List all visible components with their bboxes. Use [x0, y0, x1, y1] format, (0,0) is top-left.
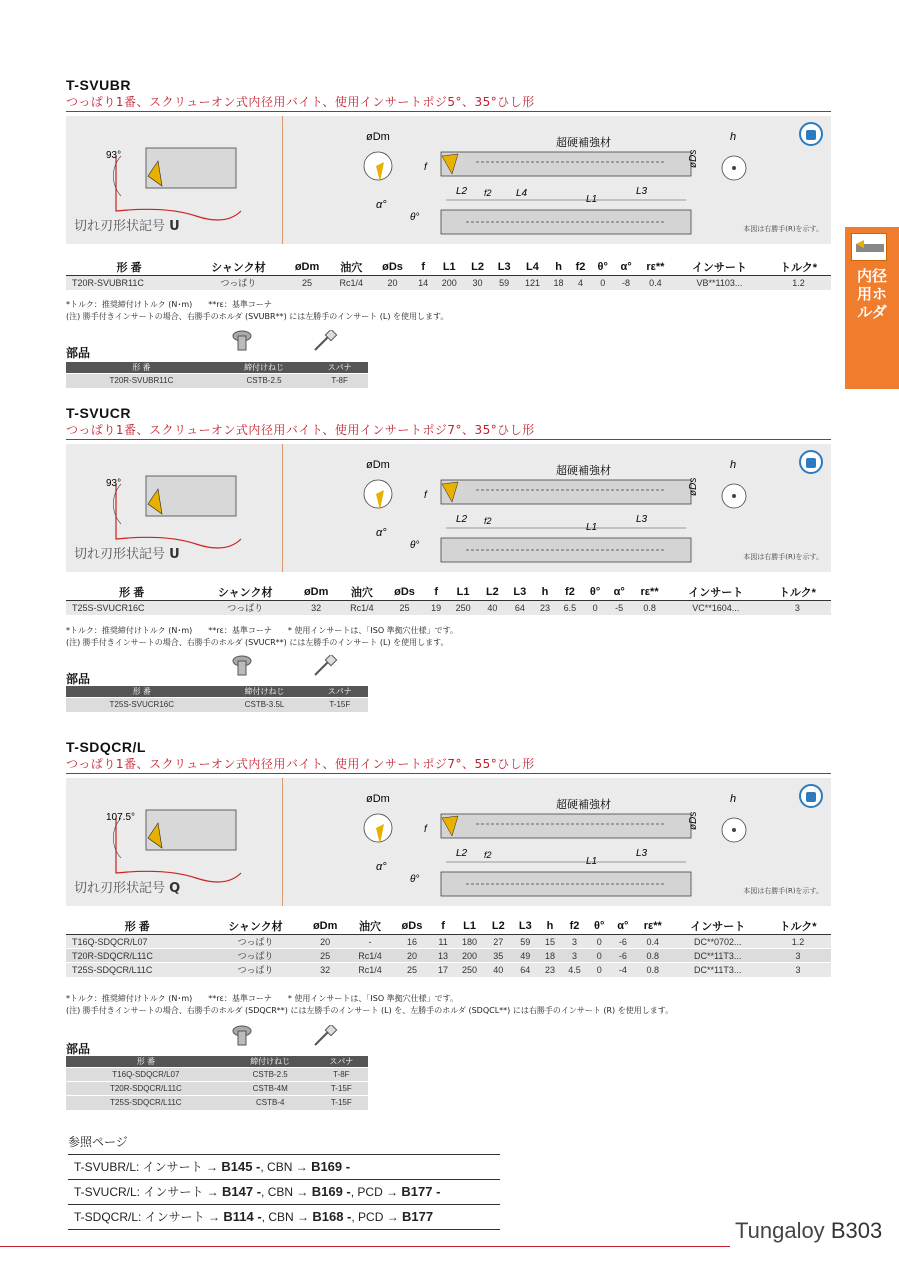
spec-header: 油穴	[359, 921, 382, 933]
spec-header: シャンク材	[217, 587, 273, 599]
table-cell: -6	[611, 949, 635, 963]
ref-page: B177 -	[401, 1184, 441, 1199]
theta-label: θ°	[410, 540, 420, 551]
ref-prefix: T-SDQCR/L: インサート →	[74, 1210, 224, 1224]
l2-label: L2	[456, 186, 468, 197]
ref-tail: , PCD →	[350, 1185, 402, 1199]
parts-table	[66, 686, 368, 712]
spec-header: インサート	[690, 921, 746, 933]
parts-table	[66, 362, 368, 388]
table-cell: 3	[561, 949, 587, 963]
end-view-center	[732, 166, 736, 170]
tool-drawing	[66, 778, 831, 906]
side-tab-label: 内径用ホルダ	[857, 267, 888, 321]
table-cell: 49	[512, 949, 539, 963]
table-cell: 18	[548, 276, 570, 290]
table-cell: 23	[539, 963, 561, 977]
ds-label: øDs	[688, 149, 699, 168]
parts-header: スパナ	[315, 1056, 368, 1068]
table-cell: つっぱり	[197, 601, 293, 615]
h-label: h	[730, 131, 737, 143]
footnote-line: *トルク：推奨締付けトルク (N･m) **rε：基準コーナ	[66, 300, 272, 309]
l3-label: L3	[636, 186, 648, 197]
table-cell: 59	[491, 276, 518, 290]
approach-angle: 93°	[106, 478, 122, 489]
parts-title: 部品	[66, 1042, 91, 1056]
spec-header: øDm	[303, 586, 329, 598]
parts-header: スパナ	[311, 362, 368, 374]
parts-cell: T-15F	[315, 1096, 368, 1110]
table-cell: Rc1/4	[348, 949, 392, 963]
table-cell: 121	[517, 276, 547, 290]
spec-header: f	[441, 920, 445, 932]
spec-header: L1	[442, 261, 456, 273]
ref-page: B169 -	[311, 1159, 351, 1174]
table-row[interactable]	[66, 949, 831, 963]
section-subtitle: つっぱり1番、スクリューオン式内径用バイト、使用インサートポジ5°、35°ひし形	[66, 93, 831, 112]
section-title: T-SDQCR/L	[66, 739, 146, 755]
table-row[interactable]	[66, 935, 831, 949]
alpha-label: α°	[376, 861, 387, 873]
parts-cell: CSTB-2.5	[226, 1068, 315, 1082]
spec-header: トルク*	[779, 262, 818, 274]
spec-table	[66, 259, 831, 290]
ref-mid: , CBN →	[261, 1210, 313, 1224]
wrench-icon	[312, 655, 338, 677]
f2-label: f2	[484, 188, 492, 198]
table-cell: VC**1604...	[668, 601, 764, 615]
l1-label: L1	[586, 856, 598, 867]
table-cell: T20R-SDQCR/L11C	[66, 949, 208, 963]
tool-drawing	[66, 116, 831, 244]
l1-label: L1	[586, 522, 598, 533]
parts-cell: CSTB-2.5	[217, 374, 311, 388]
l3-label: L3	[636, 848, 648, 859]
parts-header: 締付けねじ	[218, 686, 312, 698]
table-cell: つっぱり	[192, 276, 284, 290]
footnote-line: (注) 勝手付きインサートの場合、右勝手のホルダ (SVUCR**) には左勝手のインサート (L) を使用します。	[66, 638, 449, 647]
l3-label: L3	[636, 514, 648, 525]
reference-link[interactable]	[68, 1205, 500, 1230]
table-cell: DC**11T3...	[670, 963, 765, 977]
edge-shape-label	[74, 877, 180, 896]
end-view-center	[732, 828, 736, 832]
l1-label: L1	[586, 194, 598, 205]
table-cell: つっぱり	[208, 935, 302, 949]
section-title: T-SVUCR	[66, 405, 131, 421]
footnotes	[66, 625, 458, 649]
table-cell: 200	[454, 949, 485, 963]
ref-prefix: T-SVUBR/L: インサート →	[74, 1160, 222, 1174]
spec-header: α°	[620, 261, 632, 273]
ref-page: B145 -	[221, 1159, 261, 1174]
parts-title: 部品	[66, 672, 91, 686]
table-cell: T25S-SVUCR16C	[66, 601, 197, 615]
spec-header: f2	[565, 586, 575, 598]
table-cell: 4.5	[561, 963, 587, 977]
table-cell: 27	[485, 935, 512, 949]
table-cell: -4	[611, 963, 635, 977]
diagram-panel	[66, 116, 831, 244]
table-cell: DC**0702...	[670, 935, 765, 949]
table-cell: -6	[611, 935, 635, 949]
ds-label: øDs	[688, 811, 699, 830]
table-cell: 25	[302, 949, 348, 963]
page-number: B303	[830, 1218, 883, 1243]
spec-header: L2	[471, 261, 484, 273]
table-cell: -8	[614, 276, 638, 290]
table-cell: -	[348, 935, 392, 949]
spec-header: シャンク材	[228, 921, 283, 933]
boring-bar-icon	[851, 233, 887, 261]
spec-header: 油穴	[350, 587, 373, 599]
f-label: f	[424, 162, 427, 173]
table-cell: 25	[392, 963, 432, 977]
table-cell: 25	[285, 276, 330, 290]
parts-cell: CSTB-4	[226, 1096, 315, 1110]
ref-page: B168 -	[312, 1209, 352, 1224]
parts-cell: CSTB-3.5L	[218, 698, 312, 712]
table-cell: 20	[392, 949, 432, 963]
carbide-label: 超硬補強材	[556, 464, 611, 477]
table-cell: 200	[434, 276, 464, 290]
table-cell: 64	[506, 601, 533, 615]
table-cell: 0	[588, 949, 611, 963]
table-cell: Rc1/4	[348, 963, 392, 977]
spec-header: h	[555, 261, 562, 273]
edge-shape-label	[74, 543, 180, 562]
table-cell: 16	[392, 935, 432, 949]
spec-header: øDs	[394, 586, 415, 598]
parts-cell: T-15F	[315, 1082, 368, 1096]
table-cell: 3	[561, 935, 587, 949]
reference-link[interactable]	[68, 1180, 500, 1205]
spec-table	[66, 584, 831, 615]
table-cell: 15	[539, 935, 561, 949]
parts-cell: CSTB-4M	[226, 1082, 315, 1096]
table-cell: 11	[432, 935, 454, 949]
spec-header: h	[546, 920, 554, 932]
spec-header: α°	[617, 920, 629, 932]
table-cell: 0	[583, 601, 606, 615]
wrench-icon	[312, 1025, 338, 1047]
edge-shape-text: 切れ刃形状記号	[74, 219, 166, 234]
footnote-line: (注) 勝手付きインサートの場合、右勝手のホルダ (SVUBR**) には左勝手のインサート (L) を使用します。	[66, 312, 449, 321]
parts-row[interactable]	[66, 1082, 368, 1096]
table-cell: 0	[591, 276, 614, 290]
table-cell: 0.8	[632, 601, 668, 615]
parts-cell: T20R-SDQCR/L11C	[66, 1082, 226, 1096]
footnotes	[66, 993, 673, 1017]
ref-page: B147 -	[222, 1184, 262, 1199]
table-cell: 13	[432, 949, 454, 963]
tool-drawing	[66, 444, 831, 572]
l2-label: L2	[456, 514, 468, 525]
table-cell: 17	[432, 963, 454, 977]
diagram-panel	[66, 778, 831, 906]
spec-header: øDm	[312, 920, 338, 932]
parts-cell: T-15F	[312, 698, 368, 712]
f-label: f	[424, 490, 427, 501]
table-cell: つっぱり	[208, 949, 302, 963]
parts-header: 締付けねじ	[226, 1056, 315, 1068]
parts-cell: T-8F	[311, 374, 368, 388]
section-subtitle: つっぱり1番、スクリューオン式内径用バイト、使用インサートポジ7°、35°ひし形	[66, 421, 831, 440]
l4-label: L4	[516, 188, 528, 199]
parts-header: 形 番	[66, 362, 217, 374]
spec-header: L3	[513, 586, 527, 598]
table-cell: 1.2	[766, 276, 831, 290]
parts-header-row	[66, 686, 368, 698]
table-cell: 18	[539, 949, 561, 963]
hand-note: 本図は右勝手(R)を示す。	[743, 225, 823, 233]
footnote-line: *トルク：推奨締付けトルク (N･m) **rε：基準コーナ * 使用インサートは、「ISO 準拠穴仕様」です。	[66, 994, 459, 1003]
table-cell: -5	[607, 601, 632, 615]
spec-header: シャンク材	[211, 262, 266, 274]
table-cell: つっぱり	[208, 963, 302, 977]
parts-cell: T16Q-SDQCR/L07	[66, 1068, 226, 1082]
spec-header: f	[421, 261, 425, 273]
ds-label: øDs	[688, 477, 699, 496]
parts-header: スパナ	[312, 686, 368, 698]
table-cell: T16Q-SDQCR/L07	[66, 935, 208, 949]
reference-link[interactable]	[68, 1155, 500, 1180]
spec-header-row	[66, 918, 831, 935]
spec-header: α°	[613, 586, 625, 598]
product-section	[66, 739, 831, 1116]
wrench-icon	[312, 330, 338, 352]
edge-shape-code: U	[169, 547, 180, 562]
footer-rule	[0, 1246, 730, 1247]
spec-header: インサート	[691, 262, 747, 274]
spec-header: インサート	[688, 587, 744, 599]
spec-header: 油穴	[340, 262, 363, 274]
table-cell: 3	[764, 601, 831, 615]
edge-shape-text: 切れ刃形状記号	[74, 881, 166, 896]
table-row[interactable]	[66, 963, 831, 977]
spec-header: トルク*	[778, 587, 816, 599]
spec-header: rε**	[640, 586, 659, 598]
table-cell: 1.2	[765, 935, 831, 949]
spec-header: 形 番	[116, 262, 142, 274]
right-hand-icon	[799, 450, 823, 474]
spec-header: L2	[491, 920, 505, 932]
spec-header: f2	[569, 920, 580, 932]
ref-page: B114 -	[223, 1209, 262, 1224]
spec-header: L1	[456, 586, 470, 598]
f2-label: f2	[484, 516, 492, 526]
table-cell: 14	[412, 276, 434, 290]
parts-cell: T25S-SDQCR/L11C	[66, 1096, 226, 1110]
spec-header: L2	[485, 586, 499, 598]
table-cell: 30	[464, 276, 491, 290]
spec-header-row	[66, 584, 831, 601]
edge-shape-code: U	[169, 219, 180, 234]
ref-page: B177	[402, 1209, 434, 1224]
table-cell: 0.4	[635, 935, 670, 949]
dm-label: øDm	[366, 131, 390, 143]
spec-header: 形 番	[124, 921, 150, 933]
parts-header-row	[66, 1056, 368, 1068]
references-title: 参照ページ	[68, 1135, 128, 1149]
table-cell: 0	[588, 935, 611, 949]
table-cell: 23	[534, 601, 557, 615]
table-cell: Rc1/4	[330, 276, 373, 290]
spec-header: L1	[463, 920, 476, 932]
spec-header: L3	[518, 920, 532, 932]
table-row[interactable]	[66, 601, 831, 615]
table-cell: 40	[485, 963, 512, 977]
spec-header: θ°	[589, 586, 601, 598]
spec-header: 形 番	[119, 587, 145, 599]
right-hand-icon	[799, 784, 823, 808]
dm-label: øDm	[366, 793, 390, 805]
h-label: h	[730, 459, 737, 471]
parts-title: 部品	[66, 346, 91, 360]
theta-label: θ°	[410, 874, 420, 885]
table-cell: 64	[512, 963, 539, 977]
table-cell: 32	[302, 963, 348, 977]
table-row[interactable]	[66, 276, 831, 290]
spec-header: h	[541, 586, 549, 598]
spec-header: rε**	[643, 920, 662, 932]
carbide-label: 超硬補強材	[556, 136, 611, 149]
spec-header: øDs	[382, 261, 403, 273]
table-cell: 35	[485, 949, 512, 963]
product-section	[66, 405, 831, 746]
ref-mid: , CBN →	[261, 1185, 312, 1199]
hand-note: 本図は右勝手(R)を示す。	[743, 887, 823, 895]
end-view-center	[732, 494, 736, 498]
hand-note: 本図は右勝手(R)を示す。	[743, 553, 823, 561]
bar-top-view	[441, 814, 691, 838]
table-cell: VB**1103...	[673, 276, 766, 290]
table-cell: 59	[512, 935, 539, 949]
parts-header-row	[66, 362, 368, 374]
parts-row[interactable]	[66, 698, 368, 712]
table-cell: 19	[425, 601, 448, 615]
screw-icon	[230, 1025, 254, 1047]
angle-arc	[113, 484, 121, 524]
diagram-panel	[66, 444, 831, 572]
table-cell: 0.8	[635, 963, 670, 977]
product-section	[66, 77, 831, 422]
table-cell: DC**11T3...	[670, 949, 765, 963]
table-cell: 6.5	[556, 601, 583, 615]
parts-row[interactable]	[66, 1096, 368, 1110]
ref-mid: , CBN →	[260, 1160, 312, 1174]
screw-icon	[230, 330, 254, 352]
spec-header: θ°	[597, 261, 608, 273]
parts-header: 形 番	[66, 1056, 226, 1068]
spec-header: L4	[526, 261, 539, 273]
h-label: h	[730, 793, 737, 805]
spec-header-row	[66, 259, 831, 276]
alpha-label: α°	[376, 199, 387, 211]
f-label: f	[424, 824, 427, 835]
spec-header: øDm	[294, 261, 320, 273]
approach-angle: 107.5°	[106, 812, 136, 823]
table-cell: 0.4	[638, 276, 673, 290]
table-cell: 25	[384, 601, 424, 615]
alpha-label: α°	[376, 527, 387, 539]
table-cell: 180	[454, 935, 485, 949]
table-cell: Rc1/4	[339, 601, 384, 615]
footnote-line: (注) 勝手付きインサートの場合、右勝手のホルダ (SDQCR**) には左勝手のインサート (L) を、左勝手のホルダ (SDQCL**) には右勝手のインサート (R) を使用します。	[66, 1006, 674, 1015]
spec-header: f	[434, 586, 438, 598]
brand-footer	[735, 1218, 882, 1244]
parts-row[interactable]	[66, 1068, 368, 1082]
section-subtitle: つっぱり1番、スクリューオン式内径用バイト、使用インサートポジ7°、55°ひし形	[66, 755, 831, 774]
footnotes	[66, 299, 448, 323]
table-cell: 0.8	[635, 949, 670, 963]
l2-label: L2	[456, 848, 468, 859]
parts-row[interactable]	[66, 374, 368, 388]
table-cell: 40	[479, 601, 506, 615]
parts-table	[66, 1056, 368, 1110]
spec-header: トルク*	[779, 921, 817, 933]
angle-arc	[113, 818, 121, 858]
dm-label: øDm	[366, 459, 390, 471]
table-cell: 250	[454, 963, 485, 977]
section-title: T-SVUBR	[66, 77, 131, 93]
brand-name: Tungaloy	[735, 1218, 825, 1243]
screw-icon	[230, 655, 254, 677]
parts-header: 形 番	[66, 686, 218, 698]
parts-cell: T20R-SVUBR11C	[66, 374, 217, 388]
spec-header: f2	[575, 261, 586, 273]
table-cell: T20R-SVUBR11C	[66, 276, 192, 290]
angle-arc	[113, 156, 121, 196]
table-cell: 4	[570, 276, 592, 290]
carbide-label: 超硬補強材	[556, 798, 611, 811]
edge-shape-text: 切れ刃形状記号	[74, 547, 166, 562]
right-hand-icon	[799, 122, 823, 146]
ref-page: B169 -	[311, 1184, 351, 1199]
spec-header: θ°	[594, 920, 605, 932]
approach-angle: 93°	[106, 150, 122, 161]
parts-header: 締付けねじ	[217, 362, 311, 374]
spec-header: øDs	[401, 920, 423, 932]
table-cell: 3	[765, 963, 831, 977]
spec-header: L3	[497, 261, 511, 273]
parts-cell: T-8F	[315, 1068, 368, 1082]
spec-table	[66, 918, 831, 977]
bar-top-view	[441, 480, 691, 504]
side-category-tab[interactable]	[845, 227, 899, 389]
edge-shape-code: Q	[169, 881, 181, 896]
f2-label: f2	[484, 850, 492, 860]
spec-header: rε**	[646, 261, 665, 273]
table-cell: 3	[765, 949, 831, 963]
table-cell: 20	[302, 935, 348, 949]
bar-top-view	[441, 152, 691, 176]
ref-tail: , PCD →	[351, 1210, 403, 1224]
ref-prefix: T-SVUCR/L: インサート →	[74, 1185, 223, 1199]
footnote-line: *トルク：推奨締付けトルク (N･m) **rε：基準コーナ * 使用インサートは、「ISO 準拠穴仕様」です。	[66, 626, 459, 635]
table-cell: 20	[373, 276, 412, 290]
edge-shape-label	[74, 215, 180, 234]
table-cell: 0	[588, 963, 611, 977]
table-cell: T25S-SDQCR/L11C	[66, 963, 208, 977]
table-cell: 250	[448, 601, 479, 615]
theta-label: θ°	[410, 212, 420, 223]
table-cell: 32	[293, 601, 339, 615]
parts-cell: T25S-SVUCR16C	[66, 698, 218, 712]
